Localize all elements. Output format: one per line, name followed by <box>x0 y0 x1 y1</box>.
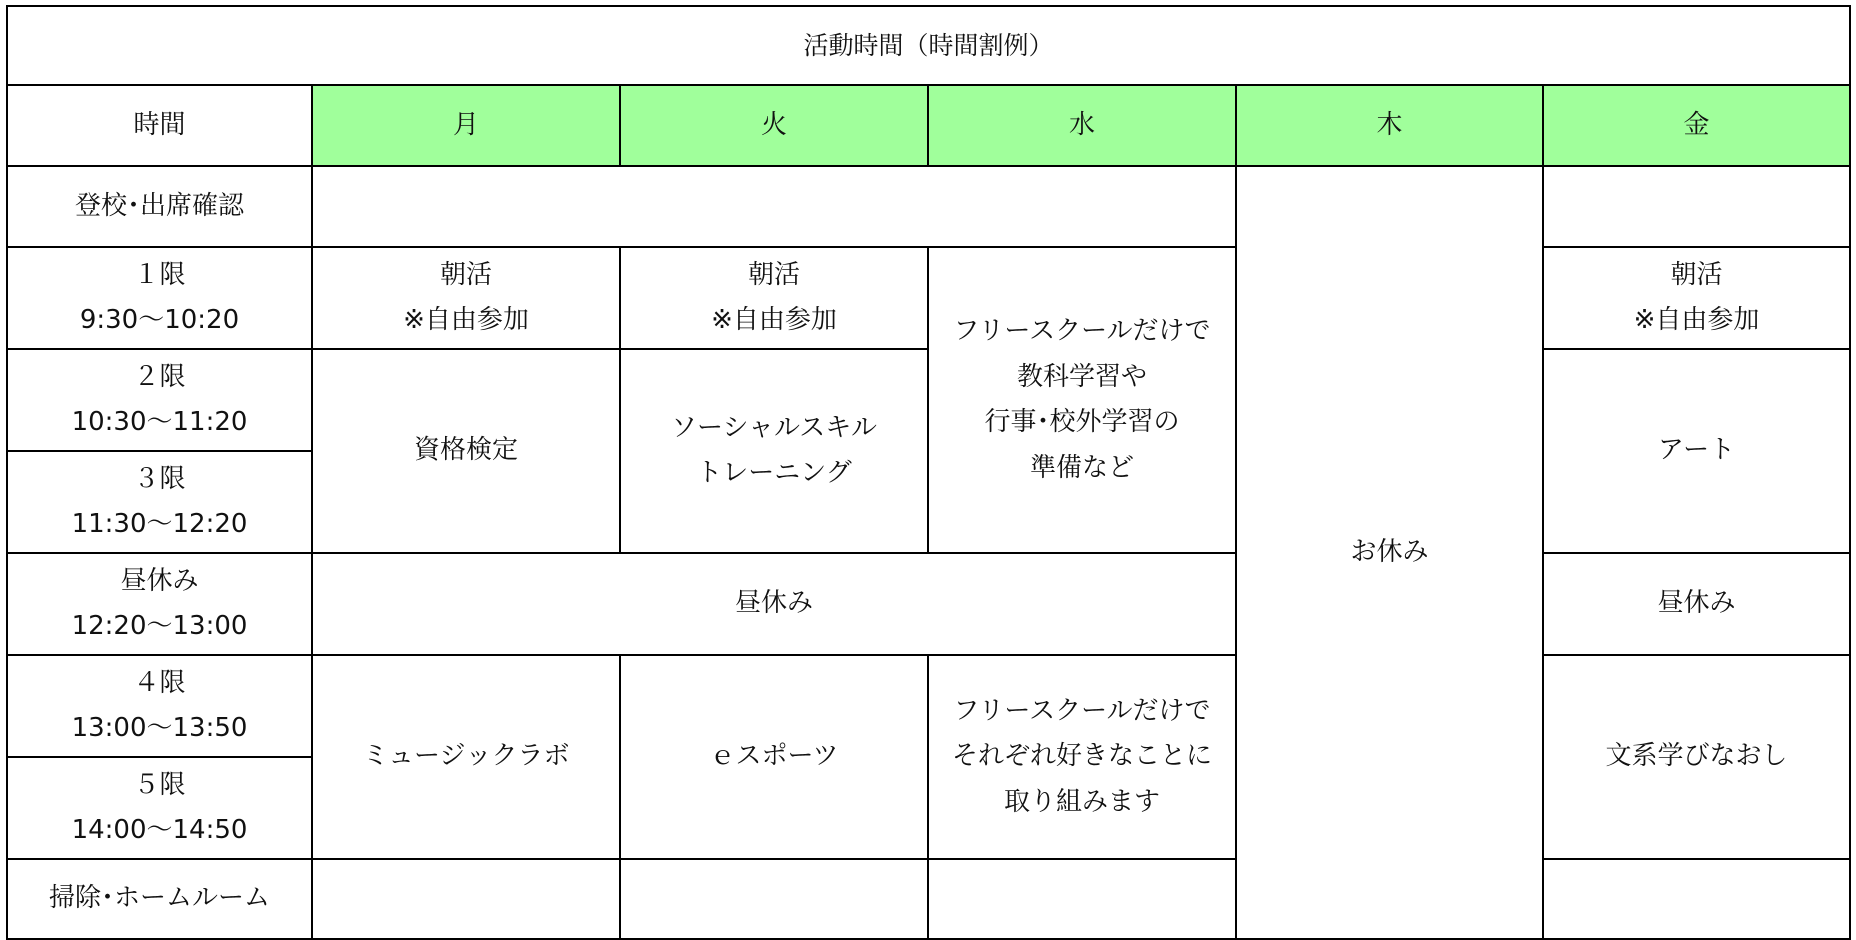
cell-tue-p4-5: ｅスポーツ <box>620 655 928 859</box>
row-label-p5 <box>7 757 312 859</box>
cell-attend-mon-wed <box>312 166 1236 247</box>
cell-tue-p1 <box>620 247 928 349</box>
cell-mon-p1 <box>312 247 620 349</box>
cell-line: 朝活 <box>439 259 492 290</box>
cell-line: 教科学習や <box>1016 361 1147 392</box>
period-time: 13:00～13:50 <box>71 713 248 743</box>
cell-lunch-mon-wed: 昼休み <box>312 553 1236 655</box>
header-day-thu: 木 <box>1236 85 1543 166</box>
header-day-tue: 火 <box>620 85 928 166</box>
cell-lunch-fri: 昼休み <box>1543 553 1850 655</box>
period-label: ４限 <box>133 667 186 698</box>
period-time: 10:30～11:20 <box>71 407 248 437</box>
header-day-wed: 水 <box>928 85 1236 166</box>
header-day-mon: 月 <box>312 85 620 166</box>
cell-fri-p1 <box>1543 247 1850 349</box>
period-time: 14:00～14:50 <box>71 815 248 845</box>
row-label-p3 <box>7 451 312 553</box>
cell-thu-holiday: お休み <box>1236 166 1543 939</box>
row-label-p1 <box>7 247 312 349</box>
cell-clean-tue <box>620 859 928 939</box>
cell-line: ※自由参加 <box>1633 305 1760 335</box>
period-time: 12:20～13:00 <box>71 611 248 641</box>
header-time: 時間 <box>7 85 312 166</box>
row-label-lunch <box>7 553 312 655</box>
row-label-p4 <box>7 655 312 757</box>
period-label: １限 <box>133 259 186 290</box>
cell-line: トレーニング <box>696 458 852 488</box>
timetable <box>6 5 1851 940</box>
row-label-clean: 掃除･ホームルーム <box>7 859 312 939</box>
cell-line: ※自由参加 <box>711 305 837 335</box>
cell-line: 朝活 <box>747 259 800 290</box>
header-day-fri: 金 <box>1543 85 1850 166</box>
cell-tue-p2-3 <box>620 349 928 553</box>
cell-mon-p4-5: ミュージックラボ <box>312 655 620 859</box>
cell-wed-p1-3 <box>928 247 1236 553</box>
cell-attend-fri <box>1543 166 1850 247</box>
cell-line: ソーシャルスキル <box>671 412 877 443</box>
cell-line: フリースクールだけで <box>953 695 1211 726</box>
cell-clean-fri <box>1543 859 1850 939</box>
cell-wed-p4-5 <box>928 655 1236 859</box>
cell-fri-p4-5: 文系学びなおし <box>1543 655 1850 859</box>
period-time: 11:30～12:20 <box>71 509 248 539</box>
cell-line: 取り組みます <box>1003 786 1160 817</box>
cell-line: それぞれ好きなことに <box>951 741 1212 772</box>
cell-line: 行事･校外学習の <box>984 407 1180 437</box>
period-label: 昼休み <box>120 565 199 596</box>
cell-fri-p2-3: アート <box>1543 349 1850 553</box>
cell-clean-wed <box>928 859 1236 939</box>
period-label: ５限 <box>133 769 186 800</box>
page-title: 活動時間（時間割例） <box>7 6 1850 85</box>
period-label: ３限 <box>133 463 186 494</box>
cell-line: フリースクールだけで <box>953 316 1211 346</box>
row-label-attend: 登校･出席確認 <box>7 166 312 247</box>
row-label-p2 <box>7 349 312 451</box>
cell-line: 準備など <box>1029 452 1134 483</box>
cell-mon-p2-3: 資格検定 <box>312 349 620 553</box>
period-label: ２限 <box>133 361 186 392</box>
cell-clean-mon <box>312 859 620 939</box>
period-time: 9:30～10:20 <box>79 305 240 335</box>
cell-line: ※自由参加 <box>403 305 529 335</box>
cell-line: 朝活 <box>1670 259 1723 290</box>
